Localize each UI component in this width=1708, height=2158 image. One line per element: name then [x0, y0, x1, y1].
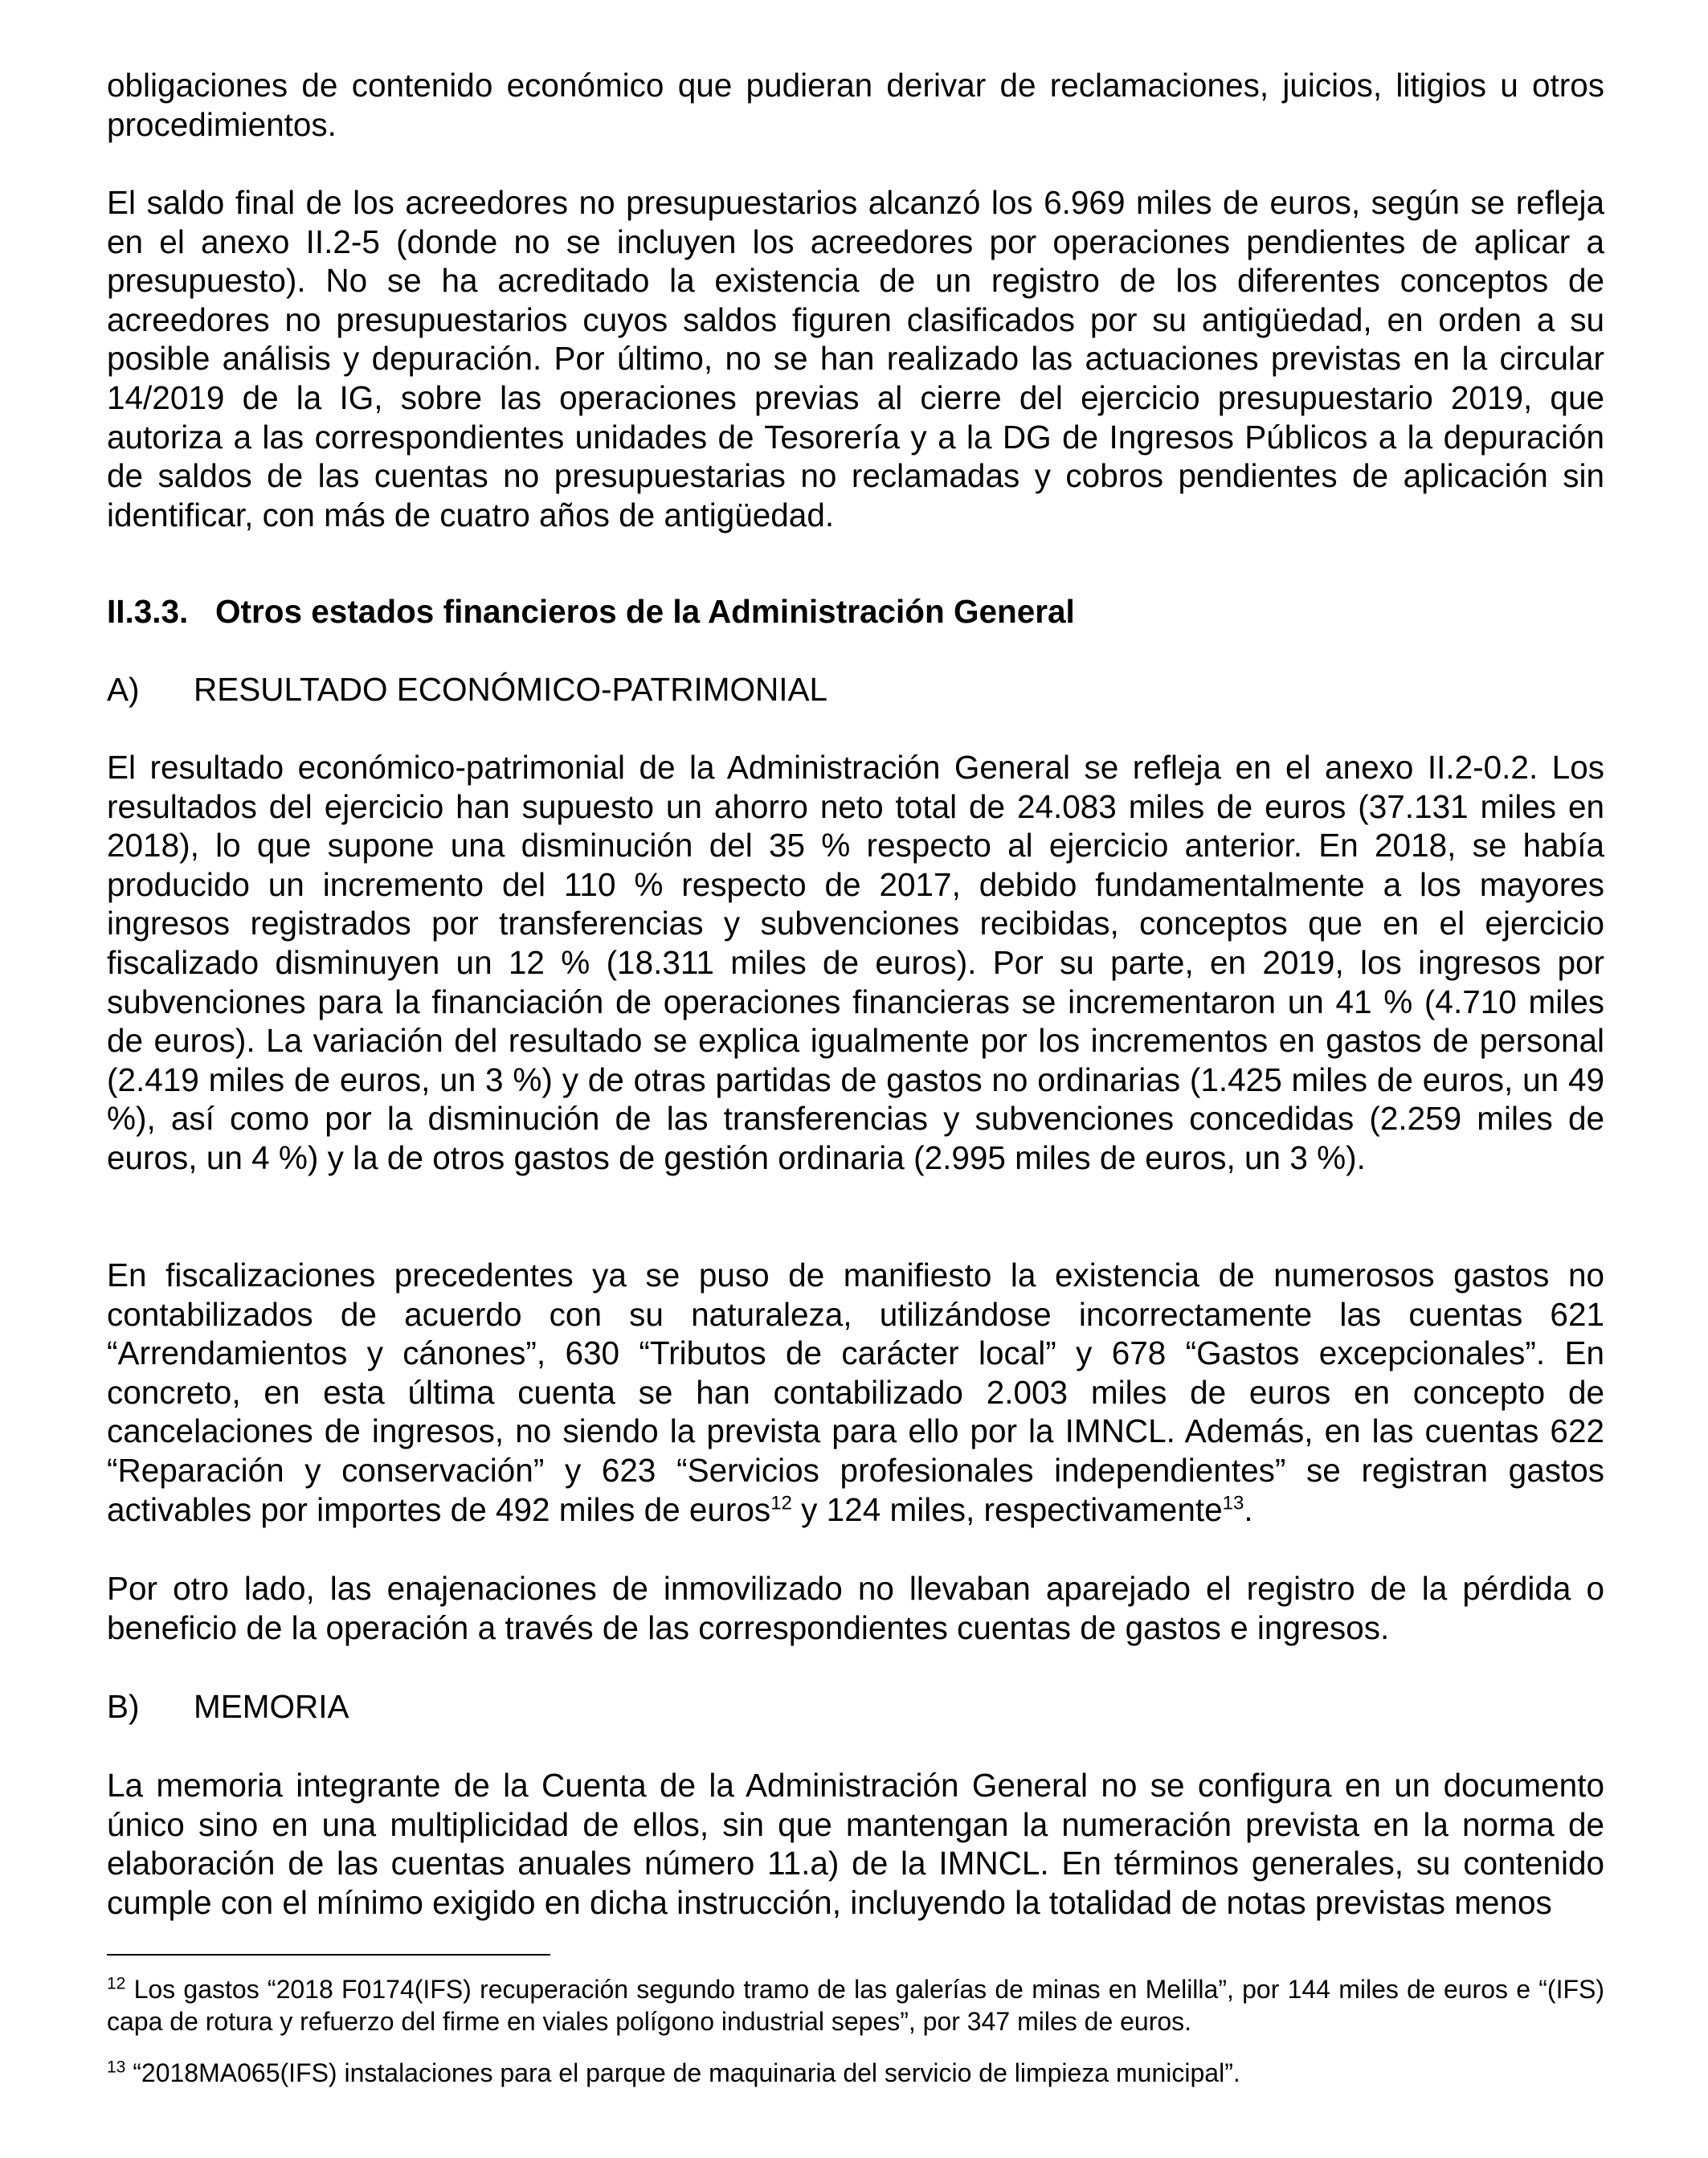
paragraph-procedimientos: obligaciones de contenido económico que pudieran derivar de reclamaciones, juicios, litigios u otros procedimientos.: [107, 67, 1604, 143]
document-page: [107, 0, 1604, 2158]
paragraph-gastos-no-contabilizados: [107, 1256, 1604, 1529]
subheading-a: [107, 670, 827, 709]
subheading-a-title: RESULTADO ECONÓMICO-PATRIMONIAL: [194, 671, 828, 708]
paragraph-resultado-economico: El resultado económico-patrimonial de la Administración General se refleja en el anexo II.2-0.2. Los resultados del ejercicio han supuesto un ahorro neto total de 24.083 miles de euros (37.131 miles en 2018), lo que supone una disminución del 35 % respecto al ejercicio anterior. En 2018, se había producido un incremento del 110 % respecto de 2017, debido fundamentalmente a los mayores ingresos registrados por transferencias y subvenciones recibidas, conceptos que en el ejercicio fiscalizado disminuyen un 12 % (18.311 miles de euros). Por su parte, en 2019, los ingresos por subvenciones para la financiación de operaciones financieras se incrementaron un 41 % (4.710 miles de euros). La variación del resultado se explica igualmente por los incrementos en gastos de personal (2.419 miles de euros, un 3 %) y de otras partidas de gastos no ordinarias (1.425 miles de euros, un 49 %), así como por la disminución de las transferencias y subvenciones concedidas (2.259 miles de euros, un 4 %) y la de otros gastos de gestión ordinaria (2.995 miles de euros, un 3 %).: [107, 749, 1604, 1176]
footnote-12-mark: 12: [107, 1974, 126, 1993]
footnote-13: [107, 2057, 1604, 2089]
subheading-b: [107, 1687, 349, 1727]
footnote-13-text: “2018MA065(IFS) instalaciones para el parque de maquinaria del servicio de limpieza municipal”.: [125, 2058, 1240, 2087]
footnote-separator: [107, 1954, 550, 1956]
section-title: Otros estados financieros de la Administración General: [215, 593, 1075, 630]
footnote-13-mark: 13: [107, 2058, 126, 2077]
paragraph-gastos-text: En fiscalizaciones precedentes ya se puso de manifiesto la existencia de numerosos gastos no contabilizados de acuerdo con su naturaleza, utilizándose incorrectamente las cuentas 621 “Arrendamientos y cánones”, 630 “Tributos de carácter local” y 678 “Gastos excepcionales”. En concreto, en esta última cuenta se han contabilizado 2.003 miles de euros en concepto de cancelaciones de ingresos, no siendo la prevista para ello por la IMNCL. Además, en las cuentas 622 “Reparación y conservación” y 623 “Servicios profesionales independientes” se registran gastos activables por importes de 492 miles de euros: [107, 1257, 1604, 1528]
subheading-b-letter: B): [107, 1688, 140, 1725]
section-number: II.3.3.: [107, 593, 189, 630]
footnote-ref-12: 12: [770, 1492, 792, 1514]
section-heading: [107, 592, 1075, 631]
paragraph-gastos-text-mid: y 124 miles, respectivamente: [791, 1490, 1223, 1528]
footnote-ref-13: 13: [1222, 1492, 1244, 1514]
paragraph-acreedores-no-presupuestarios: El saldo final de los acreedores no presupuestarios alcanzó los 6.969 miles de euros, según se refleja en el anexo II.2-5 (donde no se incluyen los acreedores por operaciones pendientes de aplicar a presupuesto). No se ha acreditado la existencia de un registro de los diferentes conceptos de acreedores no presupuestarios cuyos saldos figuren clasificados por su antigüedad, en orden a su posible análisis y depuración. Por último, no se han realizado las actuaciones previstas en la circular 14/2019 de la IG, sobre las operaciones previas al cierre del ejercicio presupuestario 2019, que autoriza a las correspondientes unidades de Tesorería y a la DG de Ingresos Públicos a la depuración de saldos de las cuentas no presupuestarias no reclamadas y cobros pendientes de aplicación sin identificar, con más de cuatro años de antigüedad.: [107, 184, 1604, 533]
paragraph-memoria: La memoria integrante de la Cuenta de la Administración General no se configura en un documento único sino en una multiplicidad de ellos, sin que mantengan la numeración prevista en la norma de elaboración de las cuentas anuales número 11.a) de la IMNCL. En términos generales, su contenido cumple con el mínimo exigido en dicha instrucción, incluyendo la totalidad de notas previstas menos: [107, 1767, 1604, 1921]
footnote-12: [107, 1973, 1604, 2037]
subheading-a-letter: A): [107, 671, 140, 708]
subheading-b-title: MEMORIA: [194, 1688, 349, 1725]
paragraph-gastos-text-end: .: [1244, 1490, 1253, 1528]
footnote-12-text: Los gastos “2018 F0174(IFS) recuperación segundo tramo de las galerías de minas en Melilla”, por 144 miles de euros e “(IFS) capa de rotura y refuerzo del firme en viales polígono industrial sepes”, por 347 miles de euros.: [107, 1975, 1604, 2036]
paragraph-enajenaciones: Por otro lado, las enajenaciones de inmovilizado no llevaban aparejado el registro de la pérdida o beneficio de la operación a través de las correspondientes cuentas de gastos e ingresos.: [107, 1570, 1604, 1646]
